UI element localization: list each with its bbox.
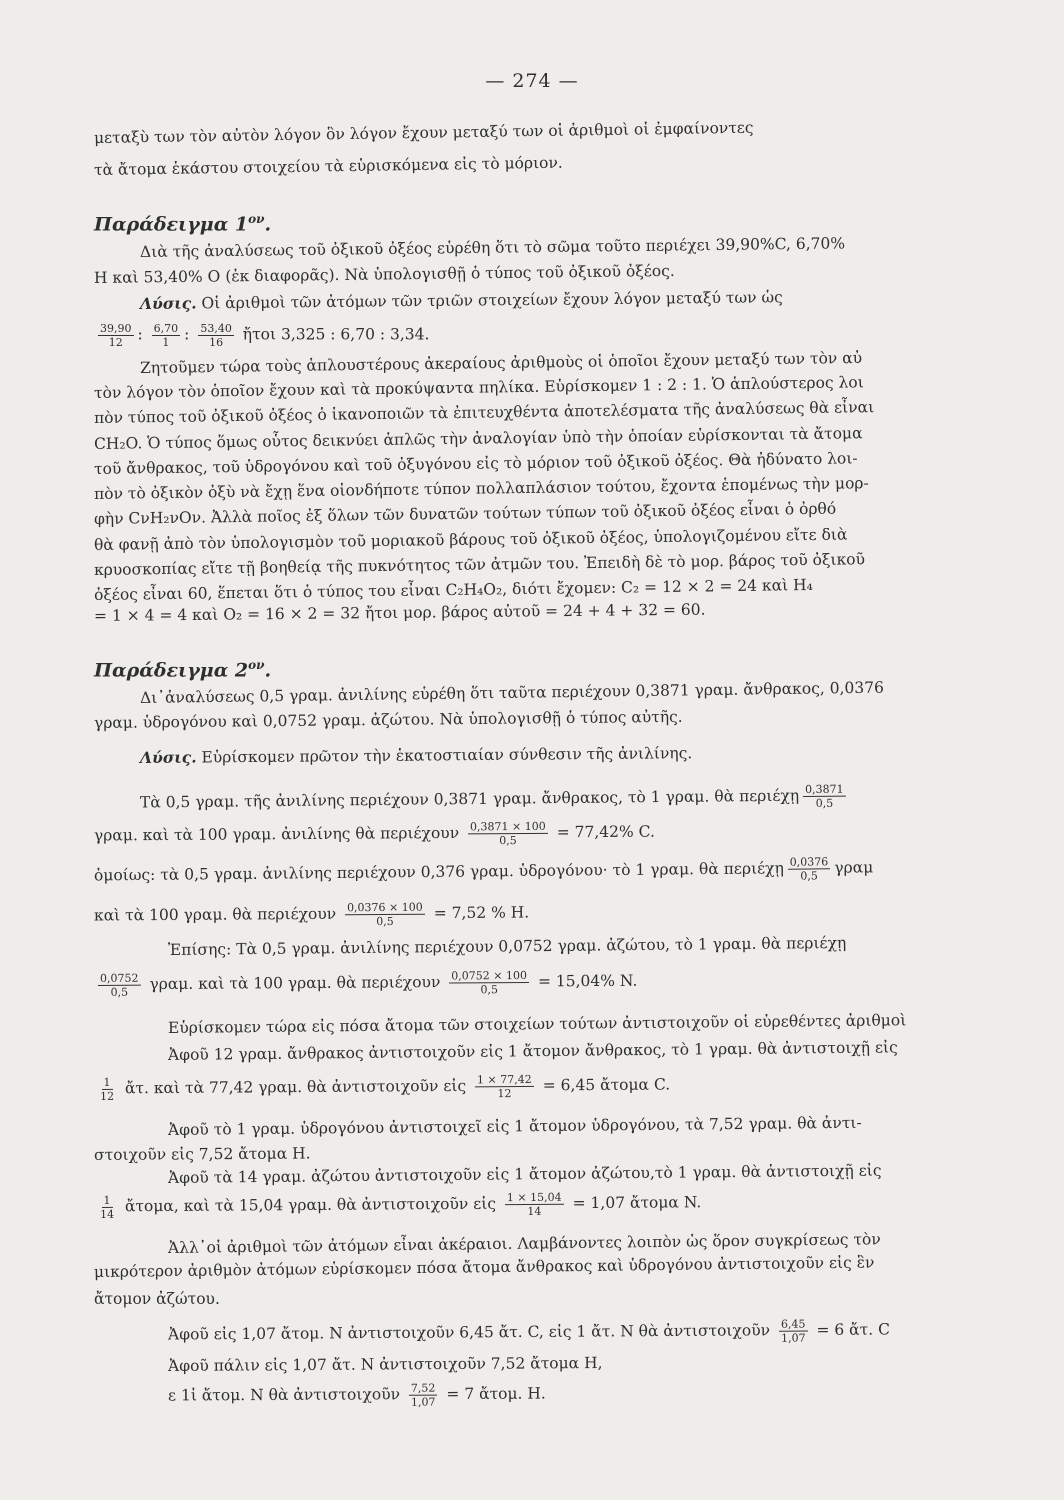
text-line: μικρότερον ἀριθμὸν ἀτόμων εὑρίσκομεν πόσα ἄτομα ἄνθρακος καὶ ὑδρογόνου ἀντιστοιχοῦν εἰς ἓν	[93, 1253, 875, 1281]
fraction: $\frac{1}{14}$	[100, 1193, 115, 1221]
fraction: $\frac{53,40}{16}$	[200, 322, 232, 349]
text-line: πὸν τύπος τοῦ ὀξικοῦ ὀξέος ὁ ἱκανοποιῶν τὰ ἐπιτευχθέντα ἀποτελέσματα τῆς ἀναλύσεως θὰ εἶναι	[93, 398, 875, 427]
text-line: Ζητοῦμεν τώρα τοὺς ἁπλουστέρους ἀκεραίους ἀριθμοὺς οἱ ὁποῖοι ἔχουν μεταξύ των τὸν αὐ	[139, 348, 863, 377]
text-line: Εὑρίσκομεν τώρα εἰς πόσα ἄτομα τῶν στοιχείων τούτων ἀντιστοιχοῦν οἱ εὑρεθέντες ἀριθμοὶ	[167, 1011, 907, 1037]
text-line: $\frac{0,0752}{0,5}$ γραμ. καὶ τὰ 100 γραμ. θὰ περιέχουν $\frac{0,0752 \times 100}{0,5}$ = 15,04% N.	[99, 968, 638, 999]
intro-line: τὰ ἄτομα ἑκάστου στοιχείου τὰ εὑρισκόμενα εἰς τὸ μόριον.	[93, 153, 563, 179]
text-line: κρυοσκοπίας εἴτε τῇ βοηθείᾳ τῆς πυκνότητος τῶν ἀτμῶν του. Ἐπειδὴ δὲ τὸ μορ. βάρος τοῦ ὀξικοῦ	[93, 550, 866, 579]
text-line: καὶ τὰ 100 γραμ. θὰ περιέχουν $\frac{0,0376 \times 100}{0,5}$ = 7,52 % H.	[93, 900, 530, 929]
fraction: $\frac{1}{12}$	[100, 1075, 115, 1103]
fraction: $\frac{39,90}{12}$	[100, 322, 132, 349]
text-line: Τὰ 0,5 γραμ. τῆς ἀνιλίνης περιέχουν 0,3871 γραμ. ἄνθρακος, τὸ 1 γραμ. θὰ περιέχῃ $\frac{0,3871}{0,5}$	[140, 783, 850, 817]
ratio-line: $\frac{39,90}{12}$ : $\frac{6,70}{1}$ : $\frac{53,40}{16}$ ἤτοι 3,325 : 6,70 : 3,34.	[100, 322, 430, 349]
fraction: $\frac{7,52}{1,07}$	[410, 1381, 436, 1409]
text-line: Λύσις. Εὑρίσκομεν πρῶτον τὴν ἑκατοστιαίαν σύνθεσιν τῆς ἀνιλίνης.	[139, 744, 693, 767]
text-line: Ἀλλ᾽οἱ ἀριθμοὶ τῶν ἀτόμων εἶναι ἀκέραιοι. Λαμβάνοντες λοιπὸν ὡς ὅρον συγκρίσεως τὸν	[167, 1230, 881, 1257]
page-number: — 274 —	[485, 70, 579, 92]
fraction: $\frac{6,70}{1}$	[153, 322, 179, 349]
text-line: Δι᾽ἀναλύσεως 0,5 γραμ. ἀνιλίνης εὑρέθη ὅτι ταῦτα περιέχουν 0,3871 γραμ. ἄνθρακος, 0,0376	[139, 678, 885, 707]
intro-line: μεταξὺ των τὸν αὐτὸν λόγον ὃν λόγον ἔχουν μεταξύ των οἱ ἀριθμοὶ οἱ ἐμφαίνοντες	[93, 118, 754, 147]
solution-label: Λύσις.	[139, 293, 197, 313]
text-line: Ἀφοῦ εἰς 1,07 ἄτομ. N ἀντιστοιχοῦν 6,45 ἄτ. C, εἰς 1 ἄτ. N θὰ ἀντιστοιχοῦν $\frac{6,45}{1,07}$ = 6 ἄτ. C	[167, 1317, 890, 1345]
text-line: Ἀφοῦ τὸ 1 γραμ. ὑδρογόνου ἀντιστοιχεῖ εἰς 1 ἄτομον ὑδρογόνου, τὰ 7,52 γραμ. θὰ ἀντι-	[167, 1113, 862, 1139]
text-line: $\frac{1}{12}$ ἄτ. καὶ τὰ 77,42 γραμ. θὰ ἀντιστοιχοῦν εἰς $\frac{1 \times 77,42}{12}$ = 6,45 ἄτομα C.	[94, 1072, 670, 1103]
text-line: γραμ. ὑδρογόνου καὶ 0,0752 γραμ. ἀζώτου. Νὰ ὑπολογισθῇ ὁ τύπος αὐτῆς.	[93, 707, 683, 732]
fraction: $\frac{0,0752}{0,5}$	[98, 972, 141, 999]
text-line: τοῦ ἄνθρακος, τοῦ ὑδρογόνου καὶ τοῦ ὀξυγόνου εἰς τὸ μόριον τοῦ ὀξικοῦ ὀξέος. Θὰ ἠδύνατο λοι-	[93, 449, 858, 478]
text-line: ἄτομον ἀζώτου.	[94, 1290, 220, 1308]
example-2-heading: Παράδειγμα $2^{o\nu}$.	[94, 658, 272, 682]
text-line: CH₂O. Ὁ τύπος ὅμως οὗτος δεικνύει ἁπλῶς τὴν ἀναλογίαν ὑπὸ τὴν ὁποίαν εὑρίσκονται τὰ ἄτομα	[93, 424, 863, 453]
text-line: στοιχοῦν εἰς 7,52 ἄτομα H.	[93, 1144, 311, 1164]
fraction: $\frac{0,0376 \times 100}{0,5}$	[345, 901, 425, 929]
fraction: $\frac{0,3871 \times 100}{0,5}$	[468, 820, 548, 848]
text-line: ὀξέος εἶναι 60, ἕπεται ὅτι ὁ τύπος του εἶναι C₂H₄O₂, διότι ἔχομεν: C₂ = 12 × 2 = 24 καὶ H₄	[93, 575, 813, 604]
text-line: γραμ. καὶ τὰ 100 γραμ. ἀνιλίνης θὰ περιέχουν $\frac{0,3871 \times 100}{0,5}$ = 77,42% C.	[93, 819, 655, 848]
text-line: ε 1ἰ ἄτομ. N θὰ ἀντιστοιχοῦν $\frac{7,52}{1,07}$ = 7 ἄτομ. H.	[167, 1381, 546, 1409]
text-line: ὁμοίως: τὰ 0,5 γραμ. ἀνιλίνης περιέχουν 0,376 γραμ. ὑδρογόνου· τὸ 1 γραμ. θὰ περιέχῃ $\frac{0,0376}{0,5}$ γραμ	[93, 855, 874, 885]
example-1-heading: Παράδειγμα $1^{o\nu}$.	[94, 212, 272, 236]
fraction: $\frac{1 \times 77,42}{12}$	[475, 1073, 534, 1100]
text-line: Διὰ τῆς ἀναλύσεως τοῦ ὀξικοῦ ὀξέος εὑρέθη ὅτι τὸ σῶμα τοῦτο περιέχει 39,90%C, 6,70%	[139, 234, 846, 261]
text-line: Λύσις. Οἱ ἀριθμοὶ τῶν ἀτόμων τῶν τριῶν στοιχείων ἔχουν λόγον μεταξύ των ὡς	[139, 288, 783, 313]
text-line: $\frac{1}{14}$ ἄτομα, καὶ τὰ 15,04 γραμ. θὰ ἀντιστοιχοῦν εἰς $\frac{1 \times 15,04}{14}$ = 1,07 ἄτομα N.	[94, 1190, 701, 1221]
fraction: $\frac{0,3871}{0,5}$	[803, 783, 846, 810]
fraction: $\frac{0,0376}{0,5}$	[788, 855, 831, 882]
text-line: Η καὶ 53,40% Ο (ἐκ διαφορᾶς). Νὰ ὑπολογισθῇ ὁ τύπος τοῦ ὀξικοῦ ὀξέος.	[93, 261, 675, 287]
text-line: θὰ φανῇ ἀπὸ τὸν ὑπολογισμὸν τοῦ μοριακοῦ βάρους τοῦ ὀξικοῦ ὀξέος, ὑπολογιζομένου εἴτε διὰ	[93, 525, 848, 554]
text-line: πὸν τὸ ὀξικὸν ὀξὺ νὰ ἔχῃ ἕνα οἱονδήποτε τύπον πολλαπλάσιον τούτου, ἔχοντα ἑπομένως τὴν μορ-	[93, 474, 869, 503]
fraction: $\frac{1 \times 15,04}{14}$	[505, 1191, 564, 1218]
text-line: = 1 × 4 = 4 καὶ O₂ = 16 × 2 = 32 ἤτοι μορ. βάρος αὐτοῦ = 24 + 4 + 32 = 60.	[93, 600, 706, 625]
text-line: Ἐπίσης: Τὰ 0,5 γραμ. ἀνιλίνης περιέχουν 0,0752 γραμ. ἀζώτου, τὸ 1 γραμ. θὰ περιέχῃ	[167, 933, 847, 959]
text-line: Ἀφοῦ 12 γραμ. ἄνθρακος ἀντιστοιχοῦν εἰς 1 ἄτομον ἄνθρακος, τὸ 1 γραμ. θὰ ἀντιστοιχῇ εἰς	[167, 1038, 898, 1064]
text-line: τὸν λόγον τὸν ὁποῖον ἔχουν καὶ τὰ προκύψαντα πηλίκα. Εὑρίσκομεν 1 : 2 : 1. Ὁ ἁπλούστερος λοι	[93, 373, 864, 402]
solution-label: Λύσις.	[139, 747, 197, 767]
fraction: $\frac{0,0752 \times 100}{0,5}$	[449, 969, 529, 997]
text-line: φὴν CνH₂νOν. Ἀλλὰ ποῖος ἐξ ὅλων τῶν δυνατῶν τούτων τύπων τοῦ ὀξικοῦ ὀξέος εἶναι ὁ ὀρθό	[93, 499, 837, 528]
text-line: Ἀφοῦ πάλιν εἰς 1,07 ἄτ. N ἀντιστοιχοῦν 7,52 ἄτομα H,	[167, 1353, 603, 1375]
text-line: Ἀφοῦ τὰ 14 γραμ. ἀζώτου ἀντιστοιχοῦν εἰς 1 ἄτομον ἀζώτου,τὸ 1 γραμ. θὰ ἀντιστοιχῇ εἰς	[167, 1161, 882, 1187]
fraction: $\frac{6,45}{1,07}$	[780, 1317, 806, 1345]
